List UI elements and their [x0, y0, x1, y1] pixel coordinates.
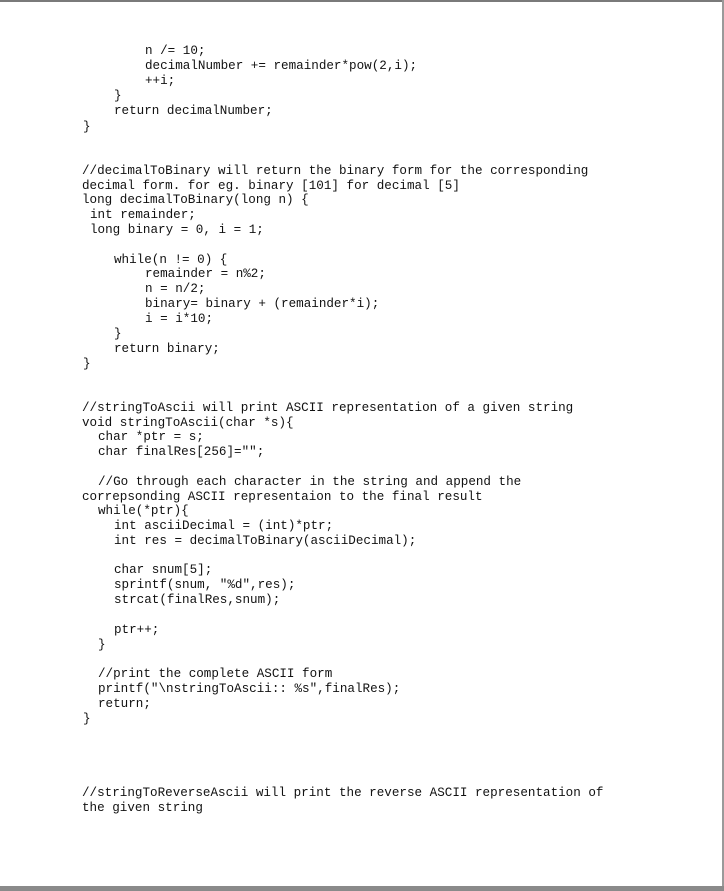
code-line: i = i*10; — [145, 312, 214, 326]
code-comment: decimal form. for eg. binary [101] for decimal [5] — [82, 179, 460, 193]
code-line: return; — [98, 697, 151, 711]
code-line: return decimalNumber; — [114, 104, 273, 118]
code-line: char snum[5]; — [114, 563, 213, 577]
code-line: char finalRes[256]=""; — [98, 445, 265, 459]
code-line: } — [83, 357, 91, 371]
code-line: ++i; — [145, 74, 176, 88]
code-comment: //decimalToBinary will return the binary form for the corresponding — [82, 164, 589, 178]
code-comment: the given string — [82, 801, 203, 815]
code-line: } — [83, 120, 91, 134]
code-line: while(n != 0) { — [114, 253, 228, 267]
code-line: n /= 10; — [145, 44, 206, 58]
code-line: printf("\nstringToAscii:: %s",finalRes); — [98, 682, 401, 696]
code-line: long binary = 0, i = 1; — [90, 223, 264, 237]
code-comment: //stringToAscii will print ASCII representation of a given string — [82, 401, 574, 415]
code-line: decimalNumber += remainder*pow(2,i); — [145, 59, 418, 73]
code-line: remainder = n%2; — [145, 267, 266, 281]
code-line: ptr++; — [114, 623, 160, 637]
code-line: binary= binary + (remainder*i); — [145, 297, 380, 311]
code-line: } — [114, 89, 122, 103]
code-line: while(*ptr){ — [98, 504, 189, 518]
code-line: strcat(finalRes,snum); — [114, 593, 281, 607]
code-line: } — [98, 638, 106, 652]
code-line: int res = decimalToBinary(asciiDecimal); — [114, 534, 417, 548]
code-line: } — [114, 327, 122, 341]
code-comment: //print the complete ASCII form — [98, 667, 333, 681]
code-line: int remainder; — [90, 208, 196, 222]
code-line: return binary; — [114, 342, 220, 356]
code-line: } — [83, 712, 91, 726]
code-line: char *ptr = s; — [98, 430, 204, 444]
code-comment: //Go through each character in the string and append the — [98, 475, 522, 489]
code-line: void stringToAscii(char *s){ — [82, 416, 294, 430]
code-comment: //stringToReverseAscii will print the reverse ASCII representation of — [82, 786, 604, 800]
page-bottom-border — [0, 886, 724, 891]
code-comment: correpsonding ASCII representaion to the final result — [82, 490, 483, 504]
code-line: n = n/2; — [145, 282, 206, 296]
code-line: long decimalToBinary(long n) { — [82, 193, 309, 207]
code-line: sprintf(snum, "%d",res); — [114, 578, 296, 592]
code-line: int asciiDecimal = (int)*ptr; — [114, 519, 334, 533]
